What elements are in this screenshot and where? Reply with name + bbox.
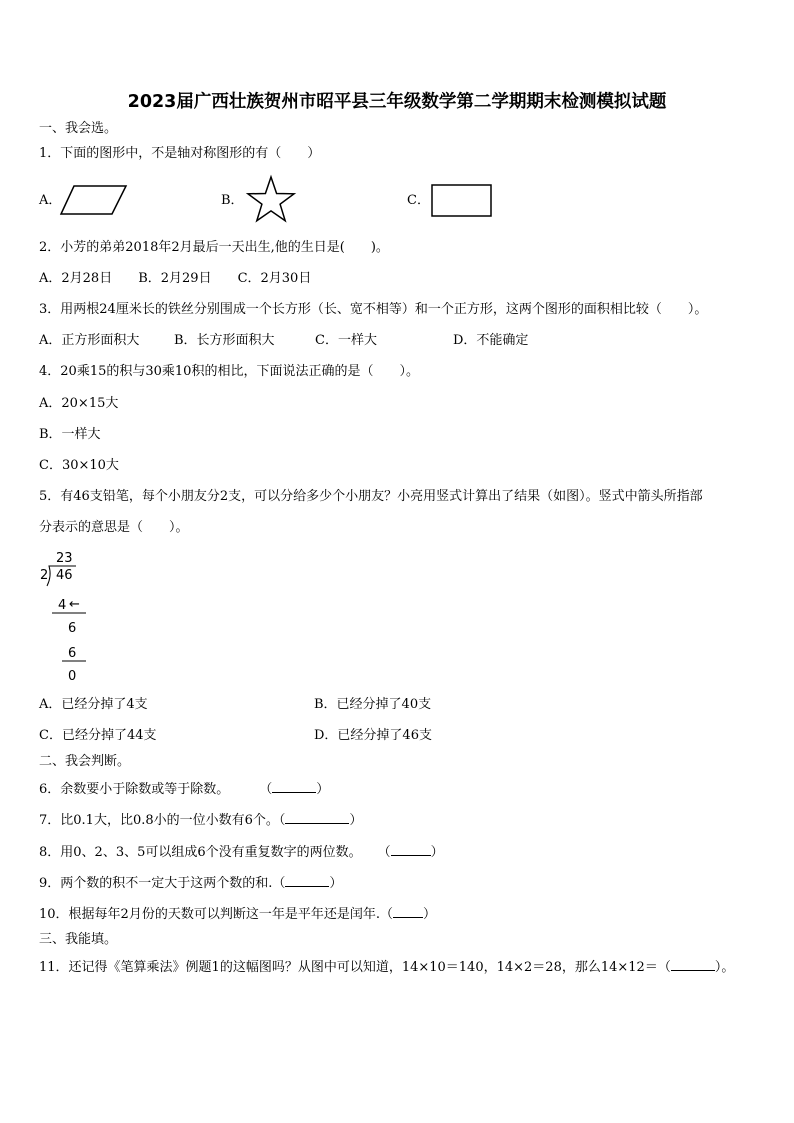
question-11-answer-blank[interactable]	[671, 958, 715, 971]
question-3-option-d: D．不能确定	[453, 333, 529, 348]
question-8-open: （	[377, 845, 391, 860]
section-heading-3: 三、我能填。	[39, 932, 118, 947]
rectangle-icon	[431, 184, 493, 218]
question-2-stem: 2．小芳的弟弟2018年2月最后一天出生,他的生日是( )。	[39, 240, 389, 255]
question-6-answer-blank[interactable]	[272, 780, 316, 793]
division-quotient: 23	[56, 551, 73, 566]
question-7-close: ）	[349, 813, 363, 828]
division-dividend: 46	[56, 568, 73, 583]
question-11-text: 11．还记得《笔算乘法》例题1的这幅图吗？从图中可以知道，14×10＝140，14×2＝28，那么14×12＝（	[39, 960, 671, 975]
question-1-option-a: A．	[39, 193, 62, 208]
question-3-option-c: C．一样大	[315, 333, 377, 348]
section-heading-1: 一、我会选。	[39, 121, 118, 136]
question-10	[39, 905, 436, 923]
question-4-option-b: B．一样大	[39, 427, 101, 442]
question-10-text: 10．根据每年2月份的天数可以判断这一年是平年还是闰年.（	[39, 907, 393, 922]
question-1-stem: 1．下面的图形中，不是轴对称图形的有（ ）	[39, 146, 321, 161]
question-10-close: ）	[422, 907, 436, 922]
question-11-close: ）。	[714, 960, 735, 975]
question-6-text: 6．余数要小于除数或等于除数。	[39, 782, 230, 797]
question-4-option-c: C．30×10大	[39, 458, 119, 473]
question-5-option-c: C．已经分掉了44支	[39, 728, 157, 743]
question-11	[39, 958, 734, 976]
question-7-text: 7．比0.1大，比0.8小的一位小数有6个。（	[39, 813, 286, 828]
division-rule-1	[52, 612, 92, 616]
question-9-text: 9．两个数的积不一定大于这两个数的和.（	[39, 876, 286, 891]
division-remainder-1: 6	[68, 621, 77, 636]
question-7	[39, 811, 362, 829]
question-2-options: A．2月28日 B．2月29日 C．2月30日	[39, 271, 312, 286]
question-5-stem-line-2: 分表示的意思是（ ）。	[39, 520, 189, 535]
question-8-answer-blank[interactable]	[391, 843, 431, 856]
question-3-stem: 3．用两根24厘米长的铁丝分别围成一个长方形（长、宽不相等）和一个正方形，这两个图形的面积相比较（ ）。	[39, 302, 708, 317]
question-4-stem: 4．20乘15的积与30乘10积的相比，下面说法正确的是（ ）。	[39, 364, 419, 379]
division-arrow-icon: ←	[69, 597, 80, 612]
question-7-answer-blank[interactable]	[285, 811, 349, 824]
question-4-option-a: A．20×15大	[39, 396, 119, 411]
star-icon	[245, 175, 297, 225]
question-5-option-d: D．已经分掉了46支	[314, 728, 432, 743]
division-remainder-2: 0	[68, 669, 77, 684]
question-9-answer-blank[interactable]	[285, 874, 329, 887]
question-3-option-a: A．正方形面积大	[39, 333, 140, 348]
question-8	[39, 843, 444, 861]
question-6	[39, 780, 329, 798]
section-heading-2: 二、我会判断。	[39, 754, 131, 769]
question-5-stem-line-1: 5．有46支铅笔，每个小朋友分2支，可以分给多少个小朋友？小亮用竖式计算出了结果（如图）。竖式中箭头所指部	[39, 489, 703, 504]
question-10-answer-blank[interactable]	[393, 905, 423, 918]
question-9-close: ）	[329, 876, 343, 891]
question-5-option-b: B．已经分掉了40支	[314, 697, 432, 712]
page-title: 2023届广西壮族贺州市昭平县三年级数学第二学期期末检测模拟试题	[127, 92, 667, 112]
parallelogram-icon	[60, 185, 128, 217]
question-6-open: （	[259, 782, 273, 797]
question-3-option-b: B．长方形面积大	[174, 333, 275, 348]
question-6-close: ）	[316, 782, 330, 797]
question-1-option-c: C．	[407, 193, 430, 208]
division-step-1: 4	[58, 598, 67, 613]
division-divisor: 2	[40, 568, 49, 583]
question-5-option-a: A．已经分掉了4支	[39, 697, 148, 712]
question-8-text: 8．用0、2、3、5可以组成6个没有重复数字的两位数。	[39, 845, 362, 860]
question-9	[39, 874, 342, 892]
division-rule-2	[62, 660, 92, 664]
division-step-2: 6	[68, 646, 77, 661]
question-1-option-b: B．	[221, 193, 244, 208]
question-8-close: ）	[430, 845, 444, 860]
